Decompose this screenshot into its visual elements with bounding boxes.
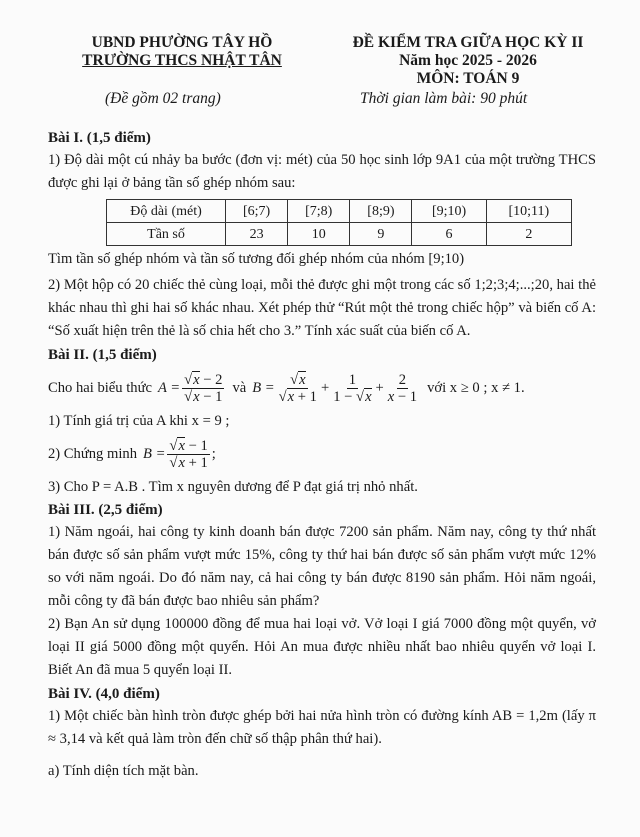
frequency-table [106, 199, 572, 246]
school-header [62, 34, 302, 70]
expr-b-term2: $\frac{1}{1 - √x}$ [333, 372, 372, 405]
table-cell: 10 [288, 223, 350, 246]
expr-b-term3: $\frac{2}{x - 1}$ [387, 372, 418, 405]
section-2-question-3: 3) Cho P = A.B . Tìm x nguyên dương để P đạt giá trị nhỏ nhất. [48, 479, 418, 495]
table-header-length: Độ dài (mét) [107, 200, 226, 223]
expr-b-term1: $\frac{√x}{√x + 1}$ [278, 372, 317, 405]
table-cell: 6 [412, 223, 486, 246]
section-4-question-1a: a) Tính diện tích mặt bàn. [48, 763, 199, 779]
section-3-heading: Bài III. (2,5 điểm) [48, 502, 163, 518]
table-cell: [6;7) [226, 200, 288, 223]
exam-title: ĐỀ KIỂM TRA GIỮA HỌC KỲ II [352, 34, 584, 51]
section-1-question-2: 2) Một hộp có 20 chiếc thẻ cùng loại, mỗi thẻ được ghi một trong các số 1;2;3;4;...;20, hai thẻ khác nhau thì ghi hai số khác nhau. Xét phép thử “Rút một thẻ trong chiếc hộp” và biến cố A: “Số xuất hiện trên thẻ là số chia hết cho 3.” Tính xác suất của biến cố A. [48, 277, 596, 339]
table-header-frequency: Tần số [107, 223, 226, 246]
expr-b-label: B = [252, 380, 275, 396]
and-text: và [232, 380, 247, 396]
section-4-question-1: 1) Một chiếc bàn hình tròn được ghép bởi hai nửa hình tròn có đường kính AB = 1,2m (lấy π ≈ 3,14 và kết quả làm tròn đến chữ số thập phân thứ hai). [48, 708, 596, 747]
section-2-question-2: 2) Chứng minh B = $\frac{√x - 1}{√x + 1}$ ; [48, 438, 216, 471]
table-cell: [7;8) [288, 200, 350, 223]
section-1-question-1-task: Tìm tần số ghép nhóm và tần số tương đối ghép nhóm của nhóm [9;10) [48, 251, 465, 267]
table-row [107, 223, 572, 246]
page-count-note: (Đề gồm 02 trang) [105, 90, 221, 107]
table-cell: [10;11) [486, 200, 571, 223]
table-cell: 2 [486, 223, 571, 246]
section-3-question-2: 2) Bạn An sử dụng 100000 đồng để mua hai loại vở. Vở loại I giá 7000 đồng một quyển, vở loại II giá 5000 đồng một quyển. Hỏi An mua được nhiều nhất bao nhiêu quyển vở loại I. Biết An đã mua 5 quyển loại II. [48, 616, 596, 678]
section-4-heading: Bài IV. (4,0 điểm) [48, 686, 160, 702]
intro-text: Cho hai biểu thức [48, 380, 152, 396]
section-2-heading: Bài II. (1,5 điểm) [48, 347, 157, 363]
condition-text: với x ≥ 0 ; x ≠ 1. [427, 380, 525, 396]
table-cell: 9 [350, 223, 412, 246]
subject: MÔN: TOÁN 9 [416, 70, 520, 87]
expressions-line: Cho hai biểu thức A = $\frac{√x - 2}{√x - 1}$ và B = $\frac{√x}{√x + 1}$ + $\frac{1}{1 - √x}$ + $\frac{2}{x - 1}$ với x ≥ 0 ; x ≠ 1. [48, 372, 525, 405]
section-2-question-1: 1) Tính giá trị của A khi x = 9 ; [48, 413, 230, 429]
exam-content [48, 126, 596, 782]
section-1-question-1: 1) Độ dài một cú nhảy ba bước (đơn vị: mét) của 50 học sinh lớp 9A1 của một trường THCS được ghi lại ở bảng tần số ghép nhóm sau: [48, 152, 596, 191]
prove-text: 2) Chứng minh [48, 446, 137, 462]
table-cell: [9;10) [412, 200, 486, 223]
table-cell: [8;9) [350, 200, 412, 223]
section-1-heading: Bài I. (1,5 điểm) [48, 130, 151, 146]
expr-a-fraction: $\frac{√x - 2}{√x - 1}$ [184, 372, 223, 405]
exam-header [318, 34, 618, 88]
section-3-question-1: 1) Năm ngoái, hai công ty kinh doanh bán được 7200 sản phẩm. Năm nay, công ty thứ nhất bán được số sản phẩm vượt mức 15%, công ty thứ hai bán được số sản phẩm vượt mức 12% so với năm ngoái. Do đó năm nay, cả hai công ty bán được 8190 sản phẩm. Hỏi năm ngoái, mỗi công ty đã bán được bao nhiêu sản phẩm? [48, 524, 596, 609]
exam-duration: Thời gian làm bài: 90 phút [360, 90, 528, 107]
table-row [107, 200, 572, 223]
school-year: Năm học 2025 - 2026 [399, 52, 537, 69]
table-cell: 23 [226, 223, 288, 246]
ward-name: UBND PHƯỜNG TÂY HỒ [91, 34, 273, 51]
target-fraction: $\frac{√x - 1}{√x + 1}$ [169, 438, 208, 471]
expr-a-label: A = [157, 380, 181, 396]
school-name: TRƯỜNG THCS NHẬT TÂN [82, 52, 282, 69]
